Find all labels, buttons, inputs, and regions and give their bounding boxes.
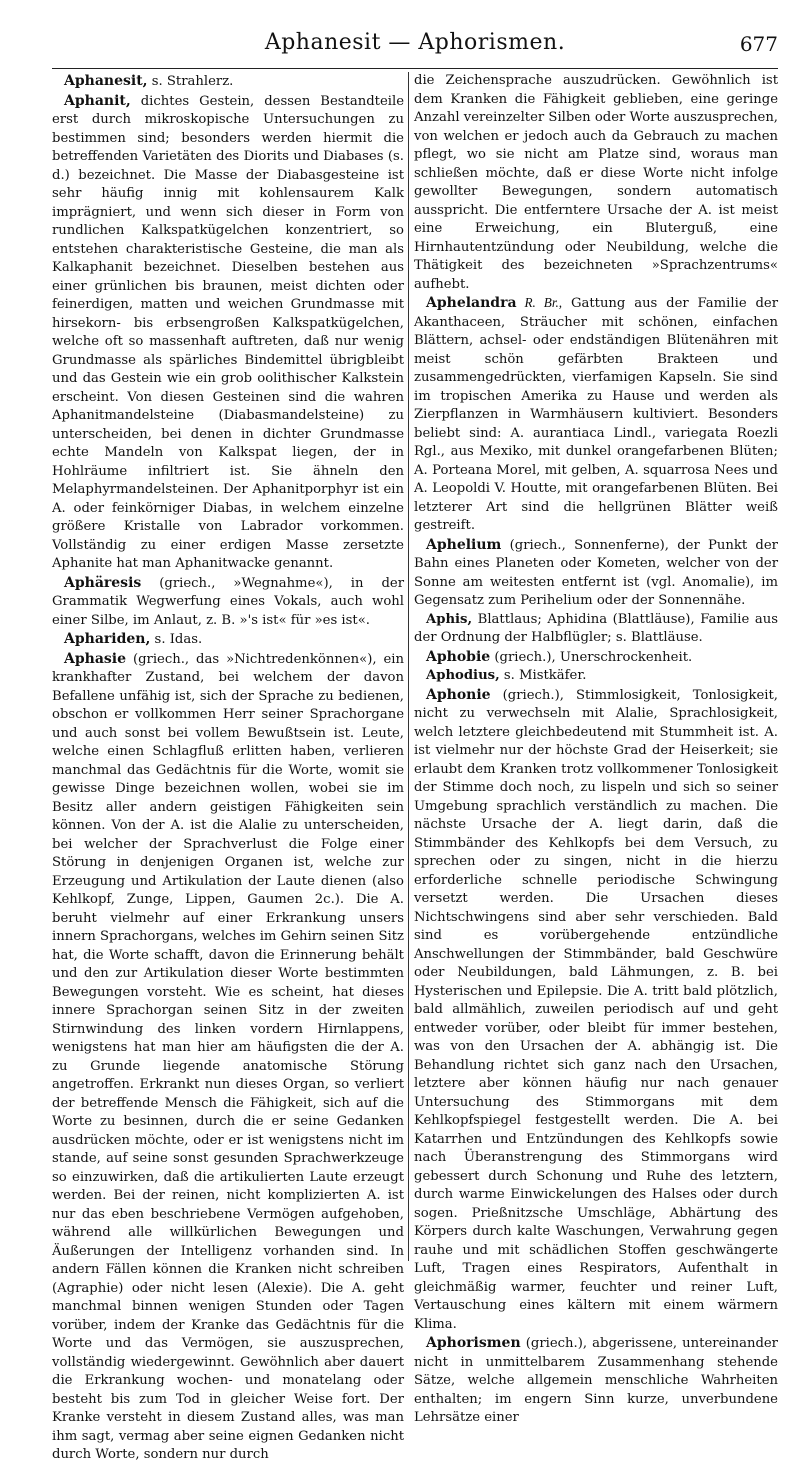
text-columns — [52, 72, 779, 1462]
entry-text: (griech.), abgerissene, untereinander nicht in unmittelbarem Zusammenhang stehende Sätze, welche allgemein menschliche Wahrheiten enthalten; im engern Sinn kurze, unverbundene Lehrsätze einer — [414, 1336, 778, 1425]
entry-aphanesit — [52, 72, 404, 92]
entry-aphorismen — [414, 1334, 778, 1428]
entry-text: s. Mistkäfer. — [499, 668, 587, 683]
entry-aphasie — [52, 650, 404, 1465]
entry-headword: Aphariden, — [64, 631, 151, 647]
entry-headword: Aphanit, — [64, 92, 131, 109]
entry-aphelandra — [414, 294, 778, 536]
entry-headword: Aphonie — [426, 686, 491, 703]
entry-aphis — [414, 611, 778, 648]
entry-text: (griech., »Wegnahme«), in der Grammatik Wegwerfung eines Vokals, auch wohl einer Silbe, im Anlaut, z. B. »'s ist« für »es ist«. — [52, 575, 404, 628]
entry-aphelium — [414, 536, 778, 611]
entry-aphonie — [414, 686, 778, 1335]
entry-headword: Aphelium — [426, 536, 502, 553]
entry-aphodius — [414, 667, 778, 686]
entry-aphariden — [52, 630, 404, 650]
entry-text: s. Strahlerz. — [147, 74, 234, 89]
entry-aphobie — [414, 648, 778, 668]
entry-text: Blattlaus; Aphidina (Blattläuse), Familie aus der Ordnung der Halbflügler; s. Blattläuse. — [414, 611, 778, 645]
entry-text: (griech., Sonnenferne), der Punkt der Bahn eines Planeten oder Kometen, welcher von der Sonne am weitesten entfernt ist (vgl. Anomalie), im Gegensatz zum Perihelium oder der Sonnennähe. — [414, 537, 778, 608]
entry-text: s. Idas. — [150, 632, 203, 647]
entry-text: Gattung aus der Familie der Akanthaceen, Sträucher mit schönen, einfachen Blättern, achsel- oder endständigen Blütenähren mit meist schön gefärbten Brakteen und zusammengedrückten, vierfamigen Kapseln. Sie sind im tropischen Amerika zu Hause und werden als Zierpflanzen in Warmhäusern kultiviert. Besonders beliebt sind: A. aurantiaca Lindl., variegata Roezli Rgl., aus Mexiko, mit dunkel orangefarbenen Blüten; A. Porteana Morel, mit gelben, A. squarrosa Nees und A. Leopoldi V. Houtte, mit orangefarbenen Blüten. Bei letzterer Art sind die hellgrünen Blätter weiß gestreift. — [414, 296, 779, 533]
entry-headword: Aphanesit, — [64, 73, 148, 89]
entry-headword: Aphäresis — [64, 574, 142, 591]
entry-text: dichtes Gestein, dessen Bestandteile erst durch mikroskopische Untersuchungen zu bestimmen sind; besonders werden hiermit die betreffenden Varietäten des Diorits und Diabases (s. d.) bezeichnet. Die Masse der Diabasgesteine ist sehr häufig innig mit kohlensaurem Kalk imprägniert, und wenn sich dieser in Form von rundlichen Kalkspatkügelchen konzentriert, so entstehen charakteristische Gesteine, die man als Kalkaphanit bezeichnet. Dieselben bestehen aus einer grünlichen bis braunen, meist dichten oder feinerdigen, matten und weichen Grundmasse mit hirsekorn- bis erbsengroßen Kalkspatkügelchen, welche oft so massenhaft auftreten, daß nur wenig Grundmasse als spärliches Bindemittel übrigbleibt und das Gestein wie ein grob oolithischer Kalkstein erscheint. Von diesen Gesteinen sind die wahren Aphanitmandelsteine (Diabasmandelsteine) zu unterscheiden, bei denen in dichter Grundmasse echte Mandeln von Kalkspat liegen, der in Hohlräume infiltriert ist. Sie ähneln den Melaphyrmandelsteinen. Der Aphanitporphyr ist ein A. oder feinkörniger Diabas, in welchem einzelne größere Kristalle von Labrador vorkommen. Vollständig zu einer erdigen Masse zersetzte Aphanite hat man Aphanitwacke genannt. — [52, 93, 404, 571]
entry-aphaeresis — [52, 574, 404, 631]
entry-headword: Aphasie — [64, 650, 127, 667]
entry-headword: Aphodius, — [426, 668, 500, 683]
entry-text: (griech.), Stimmlosigkeit, Tonlosigkeit, nicht zu verwechseln mit Alalie, Sprachlosigkeit, welch letztere gleichbedeutend mit Stummheit ist. A. ist vielmehr nur der höchste Grad der Heiserkeit; sie erlaubt dem Kranken trotz vollkommener Tonlosigkeit der Stimme doch noch, zu lispeln und sich so seiner Umgebung sprachlich verständlich zu machen. Die nächste Ursache der A. liegt darin, daß die Stimmbänder des Kehlkopfs bei dem Versuch, zu sprechen oder zu singen, nicht in die hierzu erforderliche schnelle periodische Schwingung versetzt werden. Die Ursachen dieses Nichtschwingens sind aber sehr verschieden. Bald sind es vorübergehende entzündliche Anschwellungen der Stimmbänder, bald Geschwüre oder Neubildungen, bald Lähmungen, z. B. bei Hysterischen und Epilepsie. Die A. tritt bald plötzlich, bald allmählich, zuweilen periodisch auf und geht entweder vorüber, oder bleibt für immer bestehen, was von den Ursachen der A. abhängig ist. Die Behandlung richtet sich ganz nach den Ursachen, letztere aber können häufig nur nach genauer Untersuchung des Stimmorgans mit dem Kehlkopfspiegel festgestellt werden. Die A. bei Katarrhen und Entzündungen des Kehlkopfs sowie nach Überanstrengung des Stimmorgans wird gebessert durch Schonung und Ruhe des letztern, durch warme Einwickelungen des Halses oder durch sogen. Prießnitzsche Umschläge, Abhärtung des Körpers durch kalte Waschungen, Verwahrung gegen rauhe und mit schädlichen Stoffen geschwängerte Luft, Tragen eines Respirators, Aufenthalt in gleichmäßig warmer, feuchter und reiner Luft, Vertauschung eines kältern mit einem wärmern Klima. — [414, 687, 778, 1332]
entry-headword: Aphorismen — [426, 1335, 521, 1351]
right-column — [414, 72, 779, 1425]
entry-headword: Aphis, — [426, 611, 473, 627]
page-number: 677 — [739, 32, 778, 56]
column-divider — [408, 72, 409, 1261]
entry-text: die Zeichensprache auszudrücken. Gewöhnlich ist dem Kranken die Fähigkeit geblieben, eine geringe Anzahl vereinzelter Silben oder Worte auszusprechen, von welchen er jedoch auch da Gebrauch zu machen pflegt, wo sie nicht am Platze sind, woraus man schließen möchte, daß er diese Worte nicht infolge gewollter Bewegungen, sondern automatisch ausspricht. Die entferntere Ursache der A. ist meist eine Erweichung, ein Bluterguß, eine Hirnhautentzündung oder Neubildung, welche die Thätigkeit des bezeichneten »Sprachzentrums« aufhebt. — [414, 73, 778, 292]
left-column — [52, 72, 404, 1462]
page-header — [52, 30, 778, 64]
entry-author: R. Br., — [516, 295, 563, 310]
entry-aphasie-continued — [414, 72, 778, 294]
entry-text: (griech., das »Nichtredenkönnen«), ein krankhafter Zustand, bei welchem der davon Befallene unfähig ist, sich der Sprache zu bedienen, obschon er vollkommen Herr seiner Sprachorgane und auch sonst bei vollem Bewußtsein ist. Leute, welche einen Schlagfluß erlitten haben, verlieren manchmal das Gedächtnis für die Worte, womit sie gewisse Dinge bezeichnen wollen, wobei sie im Besitz aller andern geistigen Fähigkeiten sein können. Von der A. ist die Alalie zu unterscheiden, bei welcher der Sprachverlust die Folge einer Störung in denjenigen Organen ist, welche zur Erzeugung und Artikulation der Laute dienen (also Kehlkopf, Zunge, Lippen, Gaumen 2c.). Die A. beruht vielmehr auf einer Erkrankung unsers innern Sprachorgans, welches im Gehirn seinen Sitz hat, die Worte schafft, davon die Erinnerung behält und den zur Artikulation dieser Worte bestimmten Bewegungen vorsteht. Wie es scheint, hat dieses innere Sprachorgan seinen Sitz in der zweiten Stirnwindung des linken vordern Hirnlappens, wenigstens hat man hier am häufigsten die der A. zu Grunde liegende anatomische Störung angetroffen. Erkrankt nun dieses Organ, so verliert der betreffende Mensch die Fähigkeit, sich auf die Worte zu besinnen, durch die er seine Gedanken ausdrücken möchte, oder er ist wenigstens nicht im stande, auf seine sonst gesunden Sprachwerkzeuge so einzuwirken, daß die artikulierten Laute erzeugt werden. Bei der reinen, nicht komplizierten A. ist nur das eben beschriebene Vermögen aufgehoben, während alle willkürlichen Bewegungen und Äußerungen der Intelligenz vorhanden sind. In andern Fällen können die Kranken nicht schreiben (Agraphie) oder nicht lesen (Alexie). Die A. geht manchmal binnen wenigen Stunden oder Tagen vorüber, indem der Kranke das Gedächtnis für die Worte und das Vermögen, sie auszusprechen, vollständig wiedergewinnt. Gewöhnlich aber dauert die Erkrankung wochen- und monatelang oder besteht bis zum Tod in gleicher Weise fort. Der Kranke versteht in diesem Zustand alles, was man ihm sagt, vermag aber seine eignen Gedanken nicht durch Worte, sondern nur durch — [52, 651, 404, 1462]
entry-text: (griech.), Unerschrockenheit. — [490, 649, 693, 665]
entry-headword: Aphobie — [426, 648, 491, 665]
entry-headword: Aphelandra — [426, 295, 517, 311]
header-rule — [52, 68, 778, 69]
running-title: Aphanesit — Aphorismen. — [264, 30, 566, 55]
entry-aphanit — [52, 92, 404, 574]
